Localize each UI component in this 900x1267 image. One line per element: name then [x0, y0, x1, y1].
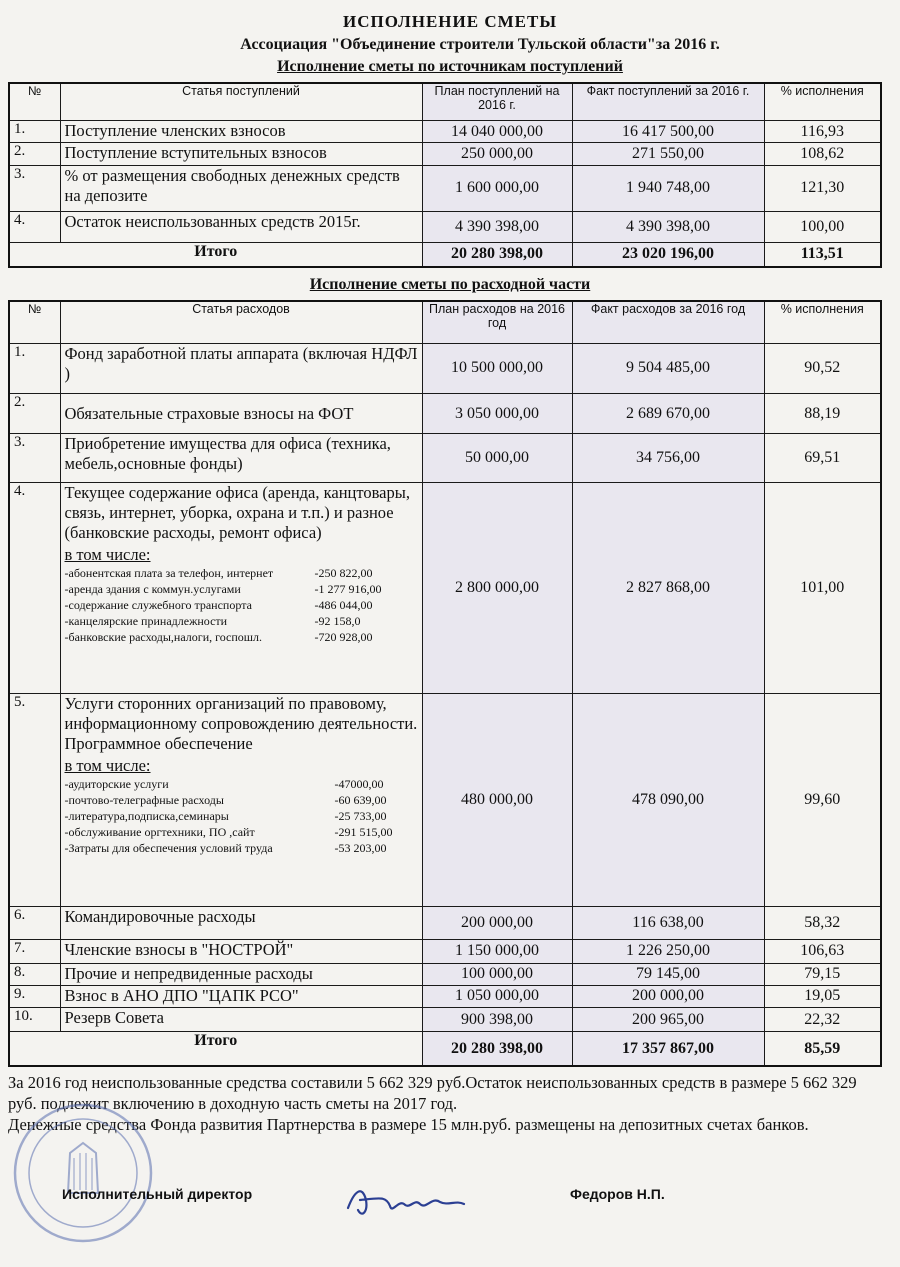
table-row: [9, 963, 881, 985]
expense-section-title: Исполнение сметы по расходной части: [309, 276, 591, 293]
col-fact: Факт поступлений за 2016 г.: [572, 83, 764, 120]
row-name: Приобретение имущества для офиса (техника, мебель,основные фонды): [60, 434, 422, 482]
row-plan: 3 050 000,00: [422, 394, 572, 434]
detail-label: -аренда здания с коммун.услугами: [64, 581, 241, 596]
detail-label: -канцелярские принадлежности: [64, 613, 228, 628]
signature-position: Исполнительный директор: [62, 1186, 253, 1202]
detail-value: -1 277 916,00: [314, 581, 382, 596]
seal-building-lines: [74, 1153, 92, 1190]
row-plan: 2 800 000,00: [422, 482, 572, 693]
detail-line: [65, 581, 418, 597]
row-plan: 100 000,00: [422, 963, 572, 985]
including-label: в том числе:: [64, 756, 151, 776]
total-label: Итого: [9, 242, 422, 267]
row-number: 7.: [9, 939, 60, 963]
row-fact: 2 827 868,00: [572, 482, 764, 693]
detail-value: -250 822,00: [314, 565, 373, 580]
row-percent: 121,30: [764, 166, 881, 211]
row-percent: 79,15: [764, 963, 881, 985]
row-name: Поступление членских взносов: [60, 120, 422, 143]
row-fact: 271 550,00: [572, 143, 764, 166]
row-percent: 99,60: [764, 694, 881, 907]
detail-label: -литература,подписка,семинары: [64, 809, 229, 824]
detail-value: -486 044,00: [314, 597, 373, 612]
row-name: Членские взносы в "НОСТРОЙ": [60, 939, 422, 963]
row-name: % от размещения свободных денежных средств на депозите: [60, 166, 422, 211]
col-plan: План расходов на 2016 год: [422, 301, 572, 343]
seal-inner-ring: [29, 1119, 137, 1227]
note-deposit-funds: Денежные средства Фонда развития Партнерства в размере 15 млн.руб. размещены на депозитных счетах банков.: [8, 1115, 809, 1134]
detail-line: [65, 776, 418, 792]
row-fact: 116 638,00: [572, 907, 764, 939]
row-number: 1.: [9, 120, 60, 143]
row-fact: 4 390 398,00: [572, 211, 764, 242]
row-plan: 50 000,00: [422, 434, 572, 482]
total-fact: 17 357 867,00: [572, 1032, 764, 1066]
table-row: [9, 166, 881, 211]
seal-outer-ring: [15, 1105, 151, 1241]
col-fact: Факт расходов за 2016 год: [572, 301, 764, 343]
row-name: Командировочные расходы: [60, 907, 422, 939]
row-fact: 16 417 500,00: [572, 120, 764, 143]
detail-value: -92 158,0: [314, 613, 361, 628]
detail-line: [65, 629, 418, 645]
row-name-with-details: [60, 694, 422, 907]
row-name: Услуги сторонних организаций по правовому, информационному сопровождению деятельности. Программное обеспечение: [64, 694, 418, 754]
row-number: 2.: [9, 143, 60, 166]
income-total-row: [9, 242, 881, 267]
row-name: Прочие и непредвиденные расходы: [60, 963, 422, 985]
row-plan: 10 500 000,00: [422, 343, 572, 393]
detail-value: -291 515,00: [334, 825, 393, 840]
detail-label: -Затраты для обеспечения условий труда: [64, 841, 273, 856]
note-unused-funds: За 2016 год неиспользованные средства составили 5 662 329 руб.Остаток неиспользованных средств в размере 5 662 329 руб. подлежит включению в доходную часть сметы на 2017 год.: [8, 1073, 857, 1113]
total-plan: 20 280 398,00: [422, 1032, 572, 1066]
detail-line: [65, 840, 418, 856]
table-row: [9, 434, 881, 482]
document-title: ИСПОЛНЕНИЕ СМЕТЫ: [342, 12, 558, 31]
row-fact: 34 756,00: [572, 434, 764, 482]
row-plan: 900 398,00: [422, 1008, 572, 1032]
detail-line: [65, 808, 418, 824]
row-number: 2.: [9, 394, 60, 434]
row-fact: 2 689 670,00: [572, 394, 764, 434]
detail-label: -обслуживание оргтехники, ПО ,сайт: [64, 825, 255, 840]
row-plan: 1 150 000,00: [422, 939, 572, 963]
row-number: 5.: [9, 694, 60, 907]
table-row: [9, 907, 881, 939]
row-name: Остаток неиспользованных средств 2015г.: [60, 211, 422, 242]
detail-value: -720 928,00: [314, 629, 373, 644]
detail-line: [65, 597, 418, 613]
row-name: Резерв Совета: [60, 1008, 422, 1032]
row-percent: 108,62: [764, 143, 881, 166]
row-plan: 14 040 000,00: [422, 120, 572, 143]
row-number: 3.: [9, 166, 60, 211]
row-fact: 9 504 485,00: [572, 343, 764, 393]
expense-table: [8, 300, 882, 1067]
detail-value: -47000,00: [334, 777, 384, 792]
row-name: Поступление вступительных взносов: [60, 143, 422, 166]
row-name: Фонд заработной платы аппарата (включая НДФЛ ): [60, 343, 422, 393]
table-row: [9, 482, 881, 693]
table-row: [9, 1008, 881, 1032]
row-name: Текущее содержание офиса (аренда, канцтовары, связь, интернет, уборка, охрана и т.п.) и разное (банковские расходы, ремонт офиса): [64, 482, 410, 542]
row-percent: 19,05: [764, 985, 881, 1007]
row-plan: 200 000,00: [422, 907, 572, 939]
row-percent: 90,52: [764, 343, 881, 393]
row-number: 8.: [9, 963, 60, 985]
table-row: [9, 120, 881, 143]
table-row: [9, 694, 881, 907]
row-percent: 106,63: [764, 939, 881, 963]
document-subtitle: Ассоциация "Объединение строители Тульской области"за 2016 г.: [240, 36, 720, 53]
col-number: №: [9, 83, 60, 120]
detail-value: -60 639,00: [334, 793, 387, 808]
total-percent: 85,59: [764, 1032, 881, 1066]
table-row: [9, 394, 881, 434]
row-fact: 1 940 748,00: [572, 166, 764, 211]
detail-value: -53 203,00: [334, 841, 387, 856]
col-percent: % исполнения: [764, 301, 881, 343]
row-plan: 4 390 398,00: [422, 211, 572, 242]
col-item: Статья расходов: [60, 301, 422, 343]
detail-line: [65, 824, 418, 840]
row-fact: 1 226 250,00: [572, 939, 764, 963]
row-percent: 88,19: [764, 394, 881, 434]
expense-header-row: [9, 301, 881, 343]
row-number: 9.: [9, 985, 60, 1007]
table-row: [9, 985, 881, 1007]
detail-label: -почтово-телеграфные расходы: [64, 793, 224, 808]
income-header-row: [9, 83, 881, 120]
row-plan: 250 000,00: [422, 143, 572, 166]
detail-label: -содержание служебного транспорта: [64, 597, 252, 612]
expense-total-row: [9, 1032, 881, 1066]
row-plan: 1 050 000,00: [422, 985, 572, 1007]
table-row: [9, 211, 881, 242]
row-name-with-details: [60, 482, 422, 693]
row-fact: 478 090,00: [572, 694, 764, 907]
detail-line: [65, 613, 418, 629]
row-number: 3.: [9, 434, 60, 482]
signature-stroke: [348, 1191, 464, 1213]
col-percent: % исполнения: [764, 83, 881, 120]
row-plan: 1 600 000,00: [422, 166, 572, 211]
row-percent: 101,00: [764, 482, 881, 693]
income-section-title: Исполнение сметы по источникам поступлений: [277, 58, 623, 75]
row-fact: 200 965,00: [572, 1008, 764, 1032]
col-plan: План поступлений на 2016 г.: [422, 83, 572, 120]
row-plan: 480 000,00: [422, 694, 572, 907]
detail-line: [65, 565, 418, 581]
detail-line: [65, 792, 418, 808]
row-number: 10.: [9, 1008, 60, 1032]
table-row: [9, 343, 881, 393]
row-number: 1.: [9, 343, 60, 393]
row-fact: 79 145,00: [572, 963, 764, 985]
signature-scribble-icon: [340, 1170, 480, 1230]
total-fact: 23 020 196,00: [572, 242, 764, 267]
detail-label: -банковские расходы,налоги, госпошл.: [64, 629, 263, 644]
total-percent: 113,51: [764, 242, 881, 267]
row-percent: 58,32: [764, 907, 881, 939]
table-row: [9, 143, 881, 166]
total-label: Итого: [9, 1032, 422, 1066]
row-percent: 69,51: [764, 434, 881, 482]
row-percent: 116,93: [764, 120, 881, 143]
row-number: 4.: [9, 211, 60, 242]
col-number: №: [9, 301, 60, 343]
row-name: Обязательные страховые взносы на ФОТ: [60, 394, 422, 434]
total-plan: 20 280 398,00: [422, 242, 572, 267]
row-name: Взнос в АНО ДПО "ЦАПК РСО": [60, 985, 422, 1007]
detail-value: -25 733,00: [334, 809, 387, 824]
row-fact: 200 000,00: [572, 985, 764, 1007]
col-item: Статья поступлений: [60, 83, 422, 120]
stamp-seal-icon: [8, 1098, 158, 1248]
detail-label: -аудиторские услуги: [64, 777, 169, 792]
table-row: [9, 939, 881, 963]
including-label: в том числе:: [64, 544, 151, 564]
income-table: [8, 82, 882, 268]
signature-name: Федоров Н.П.: [570, 1186, 665, 1202]
row-number: 4.: [9, 482, 60, 693]
row-percent: 100,00: [764, 211, 881, 242]
row-number: 6.: [9, 907, 60, 939]
detail-label: -абонентская плата за телефон, интернет: [64, 565, 274, 580]
row-percent: 22,32: [764, 1008, 881, 1032]
